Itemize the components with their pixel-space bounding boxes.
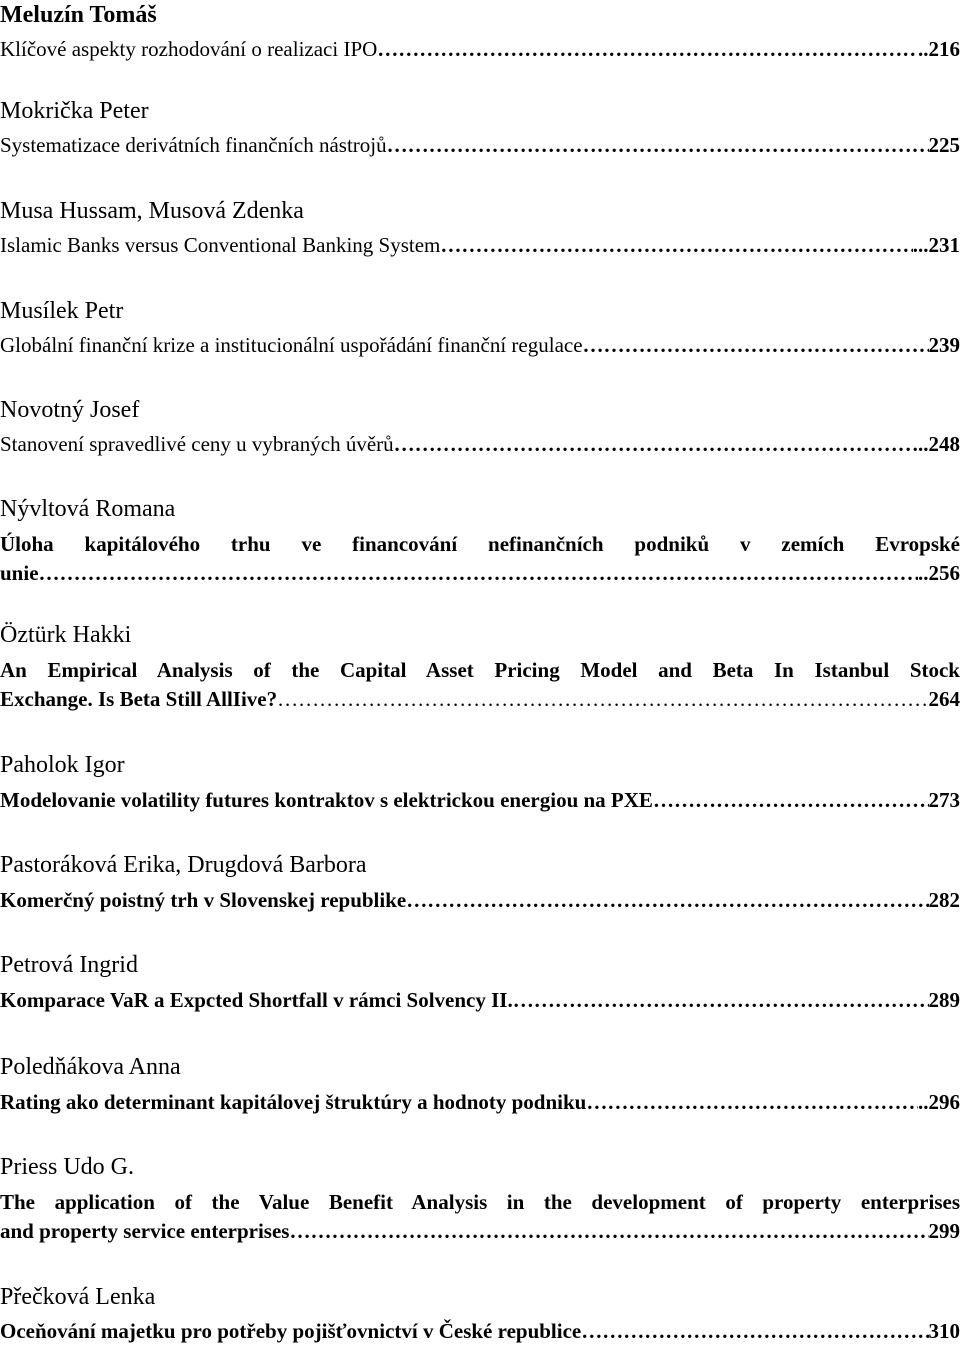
author-name: Pastoráková Erika, Drugdová Barbora (0, 852, 367, 878)
author-name: Nývltová Romana (0, 496, 176, 522)
dot-leader (289, 1217, 928, 1246)
page-number: 289 (928, 988, 960, 1012)
toc-line (0, 331, 960, 360)
toc-line (0, 35, 960, 64)
dot-leader (586, 1088, 918, 1117)
toc-line (0, 1088, 960, 1117)
toc-entry (0, 96, 960, 160)
paper-title: The application of the Value Benefit Analysis in the development of property enterprises (0, 1190, 960, 1214)
toc-entry (0, 395, 960, 459)
paper-title: An Empirical Analysis of the Capital Asset Pricing Model and Beta In Istanbul Stock (0, 658, 960, 682)
dot-leader (513, 986, 929, 1015)
paper-title: Globální finanční krize a institucionální uspořádání finanční regulace (0, 333, 583, 357)
author-name: Petrová Ingrid (0, 952, 138, 978)
toc-entry (0, 0, 960, 64)
toc-line (0, 1217, 960, 1246)
toc-entry (0, 196, 960, 260)
author-name: Musa Hussam, Musová Zdenka (0, 198, 304, 224)
page-number: 282 (928, 888, 960, 912)
toc-entry (0, 296, 960, 360)
paper-title-continued: unie (0, 561, 39, 585)
toc-entry (0, 850, 960, 915)
paper-title: Úloha kapitálového trhu ve financování nefinančních podniků v zemích Evropské (0, 532, 960, 556)
page-number: ..256 (918, 561, 960, 585)
page-number: 310 (928, 1319, 960, 1343)
paper-title: Klíčové aspekty rozhodování o realizaci IPO (0, 37, 378, 61)
toc-entry (0, 1152, 960, 1246)
author-name: Přečková Lenka (0, 1284, 156, 1310)
author-name: Mokrička Peter (0, 98, 149, 124)
author-name: Paholok Igor (0, 752, 125, 778)
dot-leader (440, 231, 912, 260)
dot-leader (377, 35, 918, 64)
dot-leader (583, 331, 929, 360)
toc-line (0, 430, 960, 459)
paper-title: Modelovanie volatility futures kontraktov s elektrickou energiou na PXE (0, 788, 653, 812)
paper-title: Islamic Banks versus Conventional Banking System (0, 233, 441, 257)
paper-title: Rating ako determinant kapitálovej štruktúry a hodnoty podniku (0, 1090, 587, 1114)
dot-leader (581, 1317, 928, 1346)
paper-title: Systematizace derivátních finančních nástrojů (0, 133, 387, 157)
toc-line (0, 1317, 960, 1346)
dot-leader (653, 786, 929, 815)
toc-line (0, 131, 960, 160)
page-number: ..216 (918, 37, 960, 61)
page-number: 239 (928, 333, 960, 357)
page-number: ..296 (918, 1090, 960, 1114)
author-name: Meluzín Tomáš (0, 2, 157, 28)
toc-entry (0, 1052, 960, 1117)
author-name: Priess Udo G. (0, 1154, 135, 1180)
page-number: 225 (928, 133, 960, 157)
page-number: ...231 (912, 233, 960, 257)
page-number: 273 (928, 788, 960, 812)
toc-entry (0, 494, 960, 588)
page-number: ..248 (918, 432, 960, 456)
paper-title-continued: Exchange. Is Beta Still AllIive? (0, 687, 278, 711)
page-number: 264 (928, 687, 960, 711)
dot-leader (277, 685, 928, 714)
author-name: Poledňákova Anna (0, 1054, 181, 1080)
toc-entry (0, 620, 960, 714)
author-name: Novotný Josef (0, 397, 140, 423)
toc-entry (0, 950, 960, 1015)
toc-line (0, 886, 960, 915)
toc-line (0, 559, 960, 588)
toc-line (0, 986, 960, 1015)
author-name: Musílek Petr (0, 298, 124, 324)
dot-leader (387, 131, 929, 160)
toc-entry (0, 750, 960, 815)
dot-leader (394, 430, 918, 459)
paper-title: Komparace VaR a Expcted Shortfall v rámci Solvency II. (0, 988, 513, 1012)
dot-leader (39, 559, 918, 588)
paper-title: Oceňování majetku pro potřeby pojišťovnictví v České republice (0, 1319, 582, 1343)
toc-line (0, 231, 960, 260)
dot-leader (406, 886, 928, 915)
paper-title: Stanovení spravedlivé ceny u vybraných úvěrů (0, 432, 394, 456)
page-number: 299 (928, 1219, 960, 1243)
paper-title: Komerčný poistný trh v Slovenskej republike (0, 888, 407, 912)
toc-line (0, 786, 960, 815)
paper-title-continued: and property service enterprises (0, 1219, 290, 1243)
author-name: Öztürk Hakki (0, 622, 132, 648)
toc-entry (0, 1282, 960, 1346)
toc-line (0, 685, 960, 714)
